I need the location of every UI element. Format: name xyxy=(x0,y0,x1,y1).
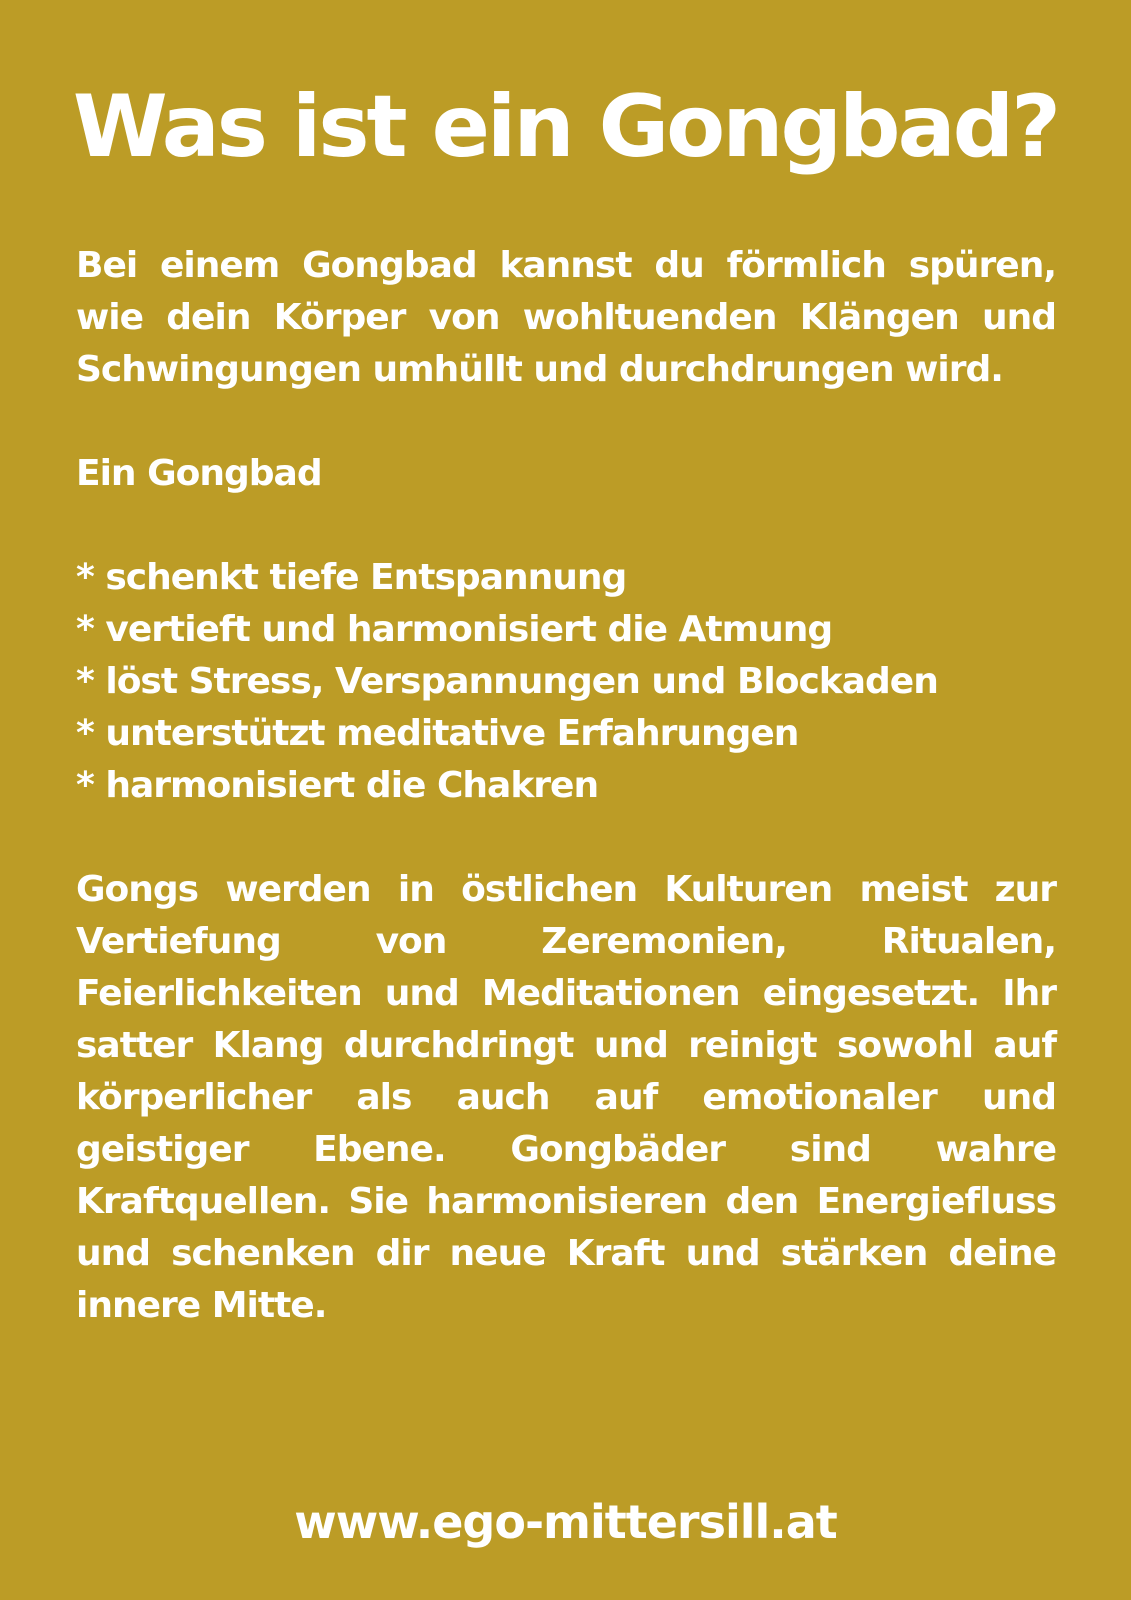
website-link[interactable]: www.ego-mittersill.at xyxy=(294,1495,837,1549)
page-title: Was ist ein Gongbad? xyxy=(72,77,1059,177)
intro-paragraph: Bei einem Gongbad kannst du förmlich spüren, wie dein Körper von wohltuenden Klängen und Schwingungen umhüllt und durchdrungen wird. xyxy=(76,245,1056,390)
list-item: * unterstützt meditative Erfahrungen xyxy=(76,713,799,754)
body-paragraph: Gongs werden in östlichen Kulturen meist zur Vertiefung von Zeremonien, Ritualen, Feierlichkeiten und Meditationen eingesetzt. Ihr satter Klang durchdringt und reinigt sowohl auf körperlicher als auch auf emotionaler und geistiger Ebene. Gongbäder sind wahre Kraftquellen. Sie harmonisieren den Energiefluss und schenken dir neue Kraft und stärken deine innere Mitte. xyxy=(76,869,1056,1326)
list-item: * vertieft und harmonisiert die Atmung xyxy=(76,609,833,650)
benefits-list xyxy=(76,552,1056,812)
list-item: * schenkt tiefe Entspannung xyxy=(76,557,627,598)
list-item: * löst Stress, Verspannungen und Blockaden xyxy=(76,661,938,702)
list-heading: Ein Gongbad xyxy=(76,453,322,494)
content-block xyxy=(76,240,1056,1332)
list-item: * harmonisiert die Chakren xyxy=(76,765,599,806)
